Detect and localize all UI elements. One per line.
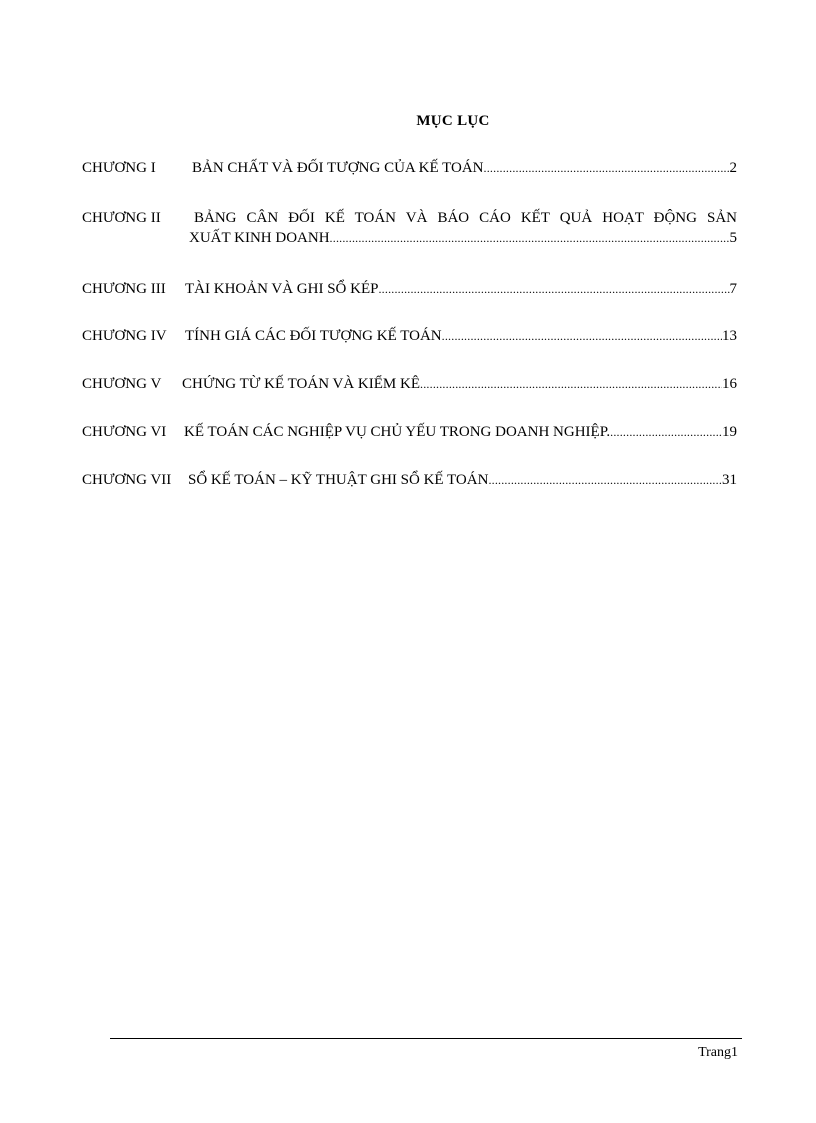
toc-chapter-label: CHƯƠNG III	[82, 281, 166, 297]
toc-page-number: 7	[729, 281, 737, 297]
toc-page-number: 31	[722, 472, 737, 488]
toc-page-number: 13	[722, 328, 737, 344]
toc-entry-chuong-4[interactable]	[82, 326, 737, 346]
toc-entry-chuong-3[interactable]	[82, 279, 737, 299]
toc-leader-dots	[488, 470, 722, 490]
toc-entry-chuong-5[interactable]	[82, 374, 737, 394]
toc-chapter-title-line-1: BẢNG CÂN ĐỐI KẾ TOÁN VÀ BÁO CÁO KẾT QUẢ HOẠT ĐỘNG SẢN	[194, 210, 737, 226]
toc-chapter-label: CHƯƠNG V	[82, 376, 162, 392]
toc-entry-chuong-2[interactable]	[82, 208, 737, 248]
toc-chapter-title: CHỨNG TỪ KẾ TOÁN VÀ KIỂM KÊ	[182, 376, 421, 392]
toc-page-number: 2	[729, 160, 737, 176]
toc-chapter-label: CHƯƠNG VI	[82, 424, 167, 440]
toc-leader-dots	[610, 422, 722, 442]
toc-page-number: 5	[729, 230, 737, 246]
toc-leader-dots	[378, 279, 729, 299]
toc-leader-dots	[484, 158, 730, 178]
toc-page-number: 16	[722, 376, 737, 392]
toc-entry-chuong-6[interactable]	[82, 422, 737, 442]
toc-chapter-label: CHƯƠNG VII	[82, 472, 172, 488]
toc-title: MỤC LỤC	[416, 113, 490, 129]
toc-chapter-label: CHƯƠNG II	[82, 210, 161, 226]
footer-page-number: Trang1	[698, 1045, 738, 1060]
footer-divider	[110, 1038, 742, 1039]
toc-chapter-label: CHƯƠNG I	[82, 160, 156, 176]
toc-chapter-label: CHƯƠNG IV	[82, 328, 167, 344]
toc-chapter-title: TÀI KHOẢN VÀ GHI SỔ KÉP	[185, 281, 379, 297]
toc-leader-dots	[420, 374, 722, 394]
toc-leader-dots	[442, 326, 722, 346]
toc-chapter-title: KẾ TOÁN CÁC NGHIỆP VỤ CHỦ YẾU TRONG DOANH NGHIỆP.	[184, 424, 611, 440]
toc-chapter-title-line-2: XUẤT KINH DOANH	[189, 230, 330, 246]
toc-leader-dots	[330, 228, 730, 248]
toc-entry-chuong-7[interactable]	[82, 470, 737, 490]
toc-chapter-title: SỔ KẾ TOÁN – KỸ THUẬT GHI SỔ KẾ TOÁN	[188, 472, 489, 488]
toc-chapter-title: TÍNH GIÁ CÁC ĐỐI TƯỢNG KẾ TOÁN	[185, 328, 442, 344]
toc-chapter-title: BẢN CHẤT VÀ ĐỐI TƯỢNG CỦA KẾ TOÁN	[192, 160, 484, 176]
toc-entry-chuong-1[interactable]	[82, 158, 737, 178]
toc-page-number: 19	[722, 424, 737, 440]
